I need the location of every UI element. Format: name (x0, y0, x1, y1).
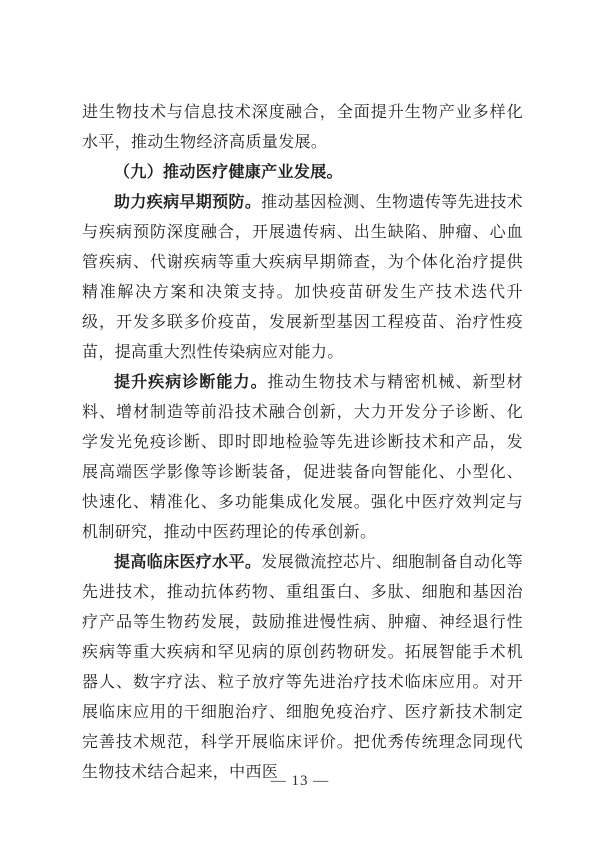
paragraph-clinical-medicine (82, 548, 523, 788)
paragraph-lead: 助力疾病早期预防。 (114, 194, 262, 211)
paragraph-lead: 提升疾病诊断能力。 (114, 374, 268, 391)
paragraph-body: 推动生物技术与精密机械、新型材料、增材制造等前沿技术融合创新，大力开发分子诊断、化学发光免疫诊断、即时即地检验等先进诊断技术和产品，发展高端医学影像等诊断装备，促进装备向智能化、小型化、快速化、精准化、多功能集成化发展。强化中医疗效判定与机制研究，推动中医药理论的传承创新。 (82, 374, 523, 541)
paragraph-disease-prevention (82, 188, 523, 368)
paragraph-disease-diagnosis (82, 368, 523, 548)
paragraph-body: 发展微流控芯片、细胞制备自动化等先进技术，推动抗体药物、重组蛋白、多肽、细胞和基因治疗产品等生物药发展，鼓励推进慢性病、肿瘤、神经退行性疾病等重大疾病和罕见病的原创药物研发。拓展智能手术机器人、数字疗法、粒子放疗等先进治疗技术临床应用。对开展临床应用的干细胞治疗、细胞免疫治疗、医疗新技术制定完善技术规范，科学开展临床评价。把优秀传统理念同现代生物技术结合起来，中西医 (82, 554, 523, 781)
paragraph-body: 推动基因检测、生物遗传等先进技术与疾病预防深度融合，开展遗传病、出生缺陷、肿瘤、心血管疾病、代谢疾病等重大疾病早期筛查，为个体化治疗提供精准解决方案和决策支持。加快疫苗研发生产技术迭代升级，开发多联多价疫苗，发展新型基因工程疫苗、治疗性疫苗，提高重大烈性传染病应对能力。 (82, 194, 523, 361)
document-body (82, 98, 523, 788)
paragraph-continuation: 进生物技术与信息技术深度融合，全面提升生物产业多样化水平，推动生物经济高质量发展。 (82, 104, 523, 151)
page-number: — 13 — (270, 773, 330, 789)
paragraph-lead: 提高临床医疗水平。 (114, 554, 262, 571)
section-heading: （九）推动医疗健康产业发展。 (114, 164, 343, 181)
